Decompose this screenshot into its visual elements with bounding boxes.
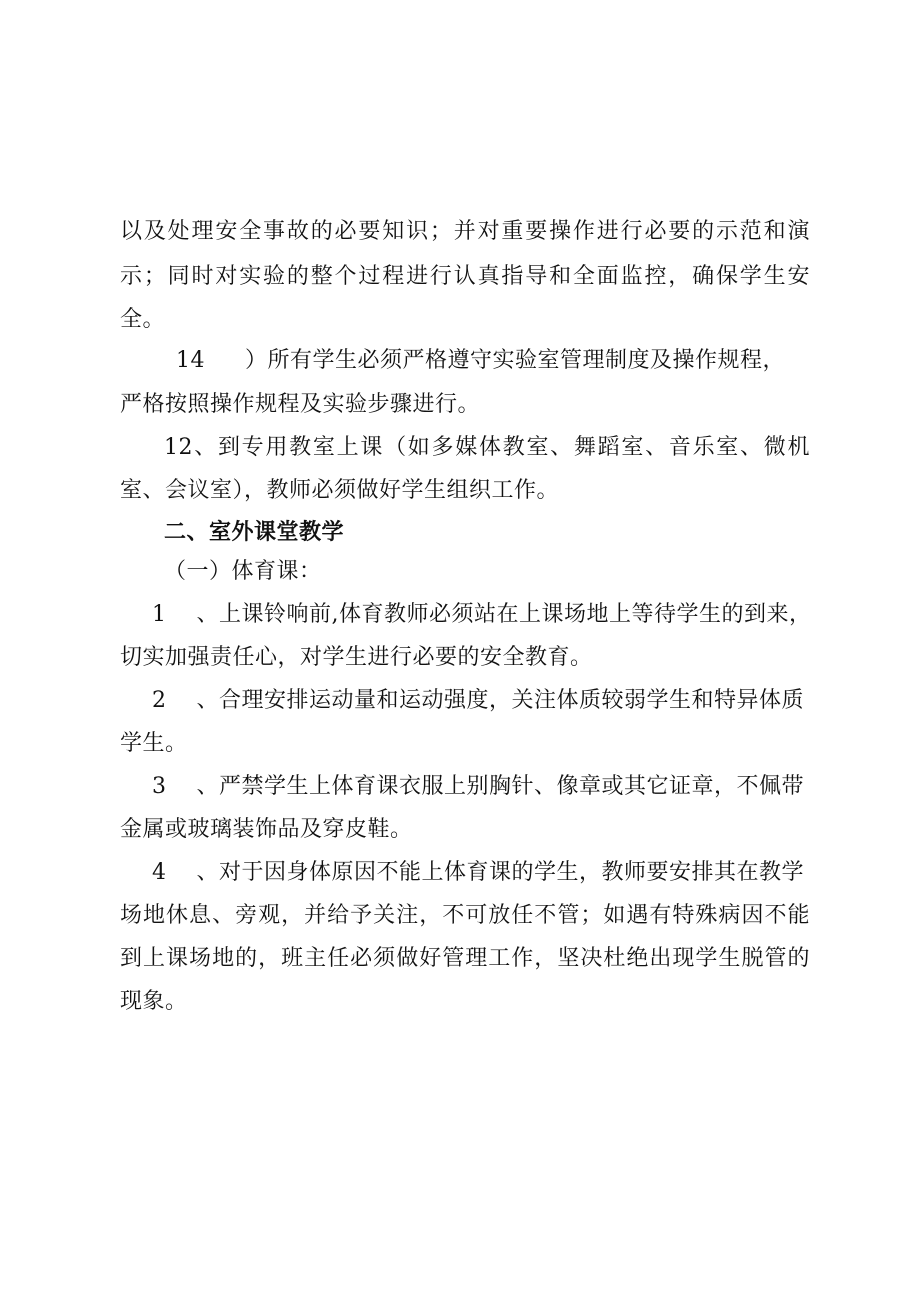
item-text: 、对于因身体原因不能上体育课的学生，教师要安排其在教学 (196, 860, 805, 885)
text-line: 严格按照操作规程及实验步骤进行。 (120, 392, 481, 417)
text-line: 全。 (120, 307, 166, 332)
text-line: 到上课场地的，班主任必须做好管理工作，坚决杜绝出现学生脱管的 (120, 946, 810, 971)
text-line: 场地休息、旁观，并给予关注，不可放任不管；如遇有特殊病因不能 (120, 903, 810, 928)
list-item (152, 772, 804, 802)
list-item (152, 600, 812, 630)
text-line: 以及处理安全事故的必要知识；并对重要操作进行必要的示范和演 (120, 219, 810, 244)
item-text: 、上课铃响前,体育教师必须站在上课场地上等待学生的到来， (196, 602, 812, 627)
text-line: 示；同时对实验的整个过程进行认真指导和全面监控，确保学生安 (120, 264, 810, 289)
numbered-line (176, 346, 785, 376)
item-text: 、严禁学生上体育课衣服上别胸针、像章或其它证章，不佩带 (196, 774, 805, 799)
list-item (152, 858, 804, 888)
text-line: 切实加强责任心，对学生进行必要的安全教育。 (120, 645, 593, 670)
text-line: 室、会议室），教师必须做好学生组织工作。 (120, 478, 560, 503)
item-text: ）所有学生必须严格遵守实验室管理制度及操作规程， (245, 348, 786, 373)
item-text: 、合理安排运动量和运动强度，关注体质较弱学生和特异体质 (196, 688, 805, 713)
text-line: 金属或玻璃装饰品及穿皮鞋。 (120, 817, 413, 842)
text-line: 学生。 (120, 731, 188, 756)
item-number: 2 (152, 688, 167, 713)
item-number: 4 (152, 860, 167, 885)
text-line: 12、到专用教室上课（如多媒体教室、舞蹈室、音乐室、微机 (164, 435, 810, 460)
item-number: 1 (152, 602, 167, 627)
item-number: 3 (152, 774, 167, 799)
item-number: 14 (176, 348, 205, 373)
text-line: 现象。 (120, 989, 188, 1014)
section-heading: 二、室外课堂教学 (164, 520, 345, 545)
list-item (152, 686, 804, 716)
subsection-heading: （一）体育课： (164, 559, 322, 584)
